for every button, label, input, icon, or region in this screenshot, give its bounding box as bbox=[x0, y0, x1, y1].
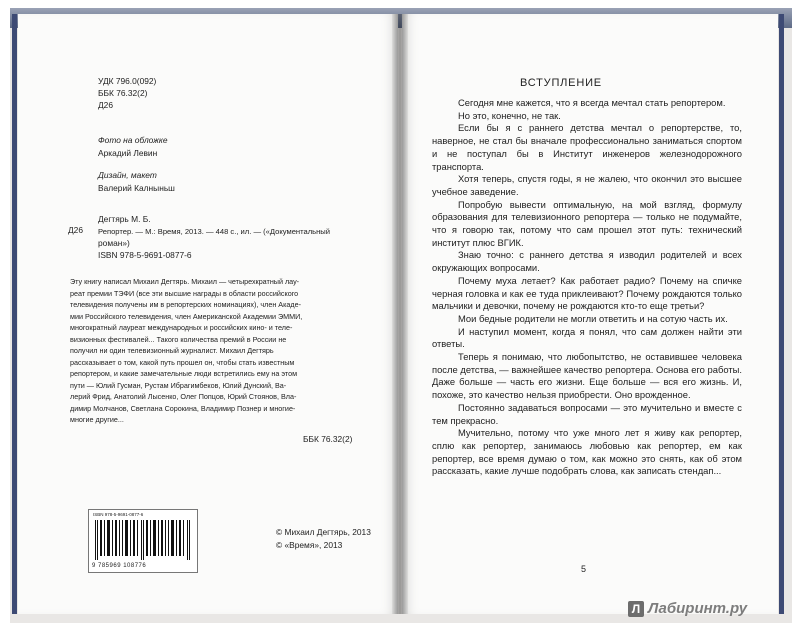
spine-shadow bbox=[392, 14, 408, 614]
isbn-line: ISBN 978-5-9691-0877-6 bbox=[98, 250, 192, 260]
paragraph: Хотя теперь, спустя годы, я не жалею, что окончил это высшее учебное заведение. bbox=[432, 173, 742, 197]
catalog-line-1: Дегтярь М. Б. bbox=[98, 214, 151, 224]
photo-name: Аркадий Левин bbox=[98, 148, 158, 158]
paragraph: Почему муха летает? Как работает радио? Почему на спичке черная головка и как ее туда приклеивают? Почему рождаются только мальчики и девочки, почему не рождаются кто-то еще третьи? bbox=[432, 274, 742, 312]
annotation-line: репортером, и какие замечательные люди встретились ему на этом bbox=[70, 369, 298, 378]
design-name: Валерий Калныньш bbox=[98, 183, 175, 193]
code-line: Д26 bbox=[98, 100, 113, 110]
annotation-line: многократный лауреат международных и российских кино- и теле- bbox=[70, 323, 293, 332]
watermark: Лабиринт.ру bbox=[648, 600, 748, 617]
annotation-line: мии Российского телевидения, член Американской Академии ЭММИ, bbox=[70, 311, 303, 321]
barcode-bars bbox=[95, 520, 191, 560]
chapter-body bbox=[432, 97, 742, 478]
annotation-line: рассказывает о том, какой путь прошел он, чтобы стать известным bbox=[70, 357, 295, 367]
copyright-publisher: © «Время», 2013 bbox=[276, 540, 343, 550]
paragraph: Знаю точно: с раннего детства я изводил родителей и всех окружающих вопросами. bbox=[432, 249, 742, 274]
annotation-line: димир Молчанов, Светлана Сорокина, Владимир Познер и многие- bbox=[70, 403, 296, 413]
udk-line: УДК 796.0(092) bbox=[98, 76, 157, 86]
paragraph: Если бы я с раннего детства мечтал о репортерстве, то, наверное, не стал бы вначале профессионально заниматься спортом и не поступал бы в Институт инженеров железнодорожного транспорта. bbox=[432, 122, 742, 172]
catalog-line-2: Репортер. — М.: Время, 2013. — 448 с., ил. — («Документальный bbox=[98, 227, 331, 236]
barcode-isbn: ISBN 978-5-9691-0877-6 bbox=[93, 512, 144, 517]
bbk-bottom: ББК 76.32(2) bbox=[303, 434, 353, 444]
barcode bbox=[88, 509, 198, 573]
cover-strip-right bbox=[779, 14, 784, 614]
paragraph: Мои бедные родители не могли ответить и на сотую часть их. bbox=[458, 312, 728, 324]
annotation-line: реат премии ТЭФИ (все эти высшие награды в области российского bbox=[70, 288, 299, 298]
copyright-author: © Михаил Дегтярь, 2013 bbox=[276, 527, 371, 537]
cover-strip-left bbox=[12, 14, 17, 614]
annotation-text bbox=[70, 276, 370, 426]
catalog-line-3: роман») bbox=[98, 238, 130, 248]
paragraph: Попробую вывести оптимальную, на мой взгляд, формулу образования для телевизионного репортера — только не подумайте, что я говорю так, потому что сам прошел этот путь: технический институт плюс ВГИК. bbox=[432, 198, 742, 248]
annotation-line: многие другие... bbox=[70, 415, 124, 424]
chapter-title: ВСТУПЛЕНИЕ bbox=[520, 77, 602, 89]
paragraph: Теперь я понимаю, что любопытство, не оставившее человека после детства, — важнейшее качество репортера. Основа его работы. Даже больше — часть его жизни. Еще больше — вся его жизнь. И, похоже, это качество нельзя приобрести. Оно врожденное. bbox=[432, 351, 742, 401]
paragraph: И наступил момент, когда я понял, что сам должен найти эти ответы. bbox=[432, 325, 742, 350]
bbk-line: ББК 76.32(2) bbox=[98, 88, 148, 98]
watermark-logo-icon: Л bbox=[628, 601, 644, 617]
catalog-mark: Д26 bbox=[68, 225, 83, 235]
paragraph: Сегодня мне кажется, что я всегда мечтал стать репортером. bbox=[458, 97, 726, 108]
paragraph: Мучительно, потому что уже много лет я живу как репортер, сплю как репортер, занимаюсь любовью как репортер, ем как репортер, все время думаю о том, как можно это снять, как об этом рассказать, какие лучше подобрать слова, как записать стендап... bbox=[432, 427, 742, 477]
annotation-line: пути — Юлий Гусман, Рустам Ибрагимбеков, Юлий Дунский, Ва- bbox=[70, 380, 287, 390]
annotation-line: лерий Фрид, Анатолий Лысенко, Олег Попцов, Юрий Стоянов, Вла- bbox=[70, 392, 297, 401]
photo-label: Фото на обложке bbox=[98, 135, 168, 145]
annotation-line: Эту книгу написал Михаил Дегтярь. Михаил — четырехкратный лау- bbox=[70, 277, 300, 286]
paragraph: Постоянно задаваться вопросами — это мучительно и вместе с тем прекрасно. bbox=[432, 401, 742, 426]
annotation-line: получил ни один телевизионный журналист. Михаил Дегтярь bbox=[70, 346, 274, 355]
page-number: 5 bbox=[581, 564, 587, 574]
barcode-digits: 9 785969 108776 bbox=[92, 563, 147, 569]
annotation-line: телевидения получены им в репортерских номинациях), член Акаде- bbox=[70, 300, 301, 309]
paragraph: Но это, конечно, не так. bbox=[458, 109, 561, 121]
design-label: Дизайн, макет bbox=[98, 170, 157, 180]
annotation-line: визионных фестивалей... Такого количества премий в России не bbox=[70, 334, 287, 344]
